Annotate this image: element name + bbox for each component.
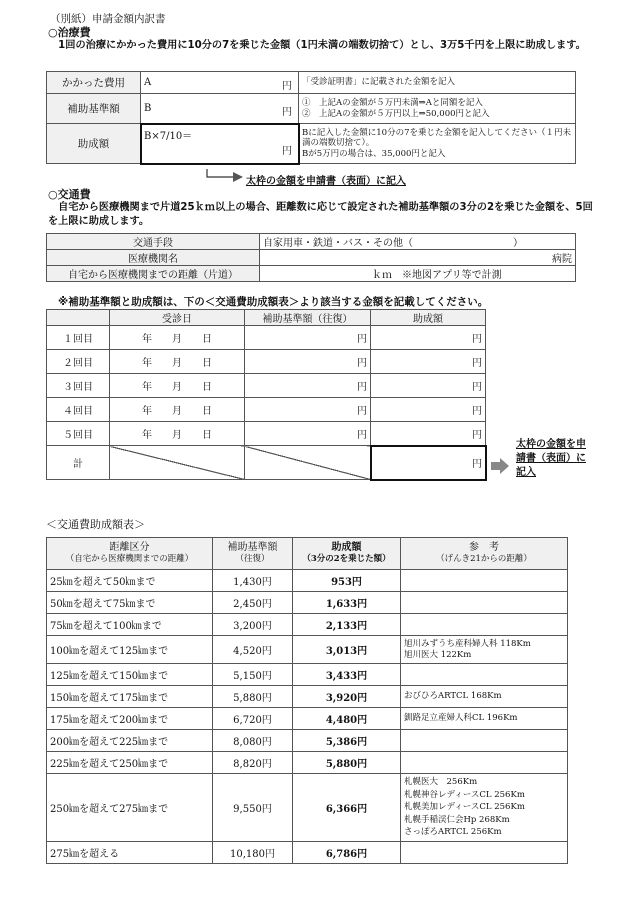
visit-grant-field[interactable]: 円 xyxy=(371,374,486,398)
rate-header-ref-main: 参 考 xyxy=(469,542,499,553)
rate-range: 275㎞を超える xyxy=(47,842,213,864)
grant-formula: B×7/10＝ xyxy=(144,131,193,142)
transport-description: 自宅から医療機関まで片道25ｋｍ以上の場合、距離数に応じて設定された補助基準額の3分の2を乗じた金額を、5回を上限に助成します。 xyxy=(48,202,593,227)
rate-range: 200㎞を超えて225㎞まで xyxy=(47,730,213,752)
rate-range: 175㎞を超えて200㎞まで xyxy=(47,708,213,730)
arrow-right-icon xyxy=(490,458,510,474)
transport-heading: ○交通費 xyxy=(48,188,91,201)
arrow-note-line: 記入 xyxy=(516,467,536,478)
visit-grant-field[interactable]: 円 xyxy=(371,350,486,374)
total-grant-field[interactable]: 円 xyxy=(371,446,486,480)
treatment-field-grant[interactable] xyxy=(141,124,299,164)
visit-date-field[interactable]: 年 月 日 xyxy=(110,326,245,350)
rate-header-ref-sub: （げんき21からの距離） xyxy=(436,554,532,564)
rate-ref-line: 旭川医大 122Km xyxy=(404,649,472,660)
rate-grant: 4,480円 xyxy=(293,708,401,730)
rate-grant: 5,880円 xyxy=(293,752,401,774)
arrow-note-line: 太枠の金額を申 xyxy=(516,439,586,450)
rate-header-range-main: 距離区分 xyxy=(109,542,150,553)
visits-table xyxy=(46,309,486,480)
rate-range: 50㎞を超えて75㎞まで xyxy=(47,592,213,614)
rate-range: 25㎞を超えて50㎞まで xyxy=(47,570,213,592)
rate-base: 6,720円 xyxy=(213,708,293,730)
treatment-heading: ○治療費 xyxy=(48,26,91,39)
treatment-field-base[interactable] xyxy=(141,94,299,124)
rate-grant: 6,366円 xyxy=(293,774,401,842)
visit-label: １回目 xyxy=(47,326,110,350)
visit-grant-field[interactable]: 円 xyxy=(371,326,486,350)
rate-ref-line: 札幌手稲渓仁会Hp 268Km xyxy=(404,814,510,825)
rate-header-base xyxy=(213,538,293,570)
rate-ref xyxy=(401,664,568,686)
grant-unit: 円 xyxy=(282,146,292,157)
visit-date-field[interactable]: 年 月 日 xyxy=(110,374,245,398)
rate-header-range-sub: （自宅から医療機関までの距離） xyxy=(65,554,194,564)
treatment-table xyxy=(46,71,576,164)
transport-means-label: 交通手段 xyxy=(47,234,260,250)
visit-grant-field[interactable]: 円 xyxy=(371,422,486,446)
distance-label: 自宅から医療機関までの距離（片道） xyxy=(47,266,260,282)
arrow-note-line: 請書（表面）に xyxy=(516,453,586,464)
visit-label: ２回目 xyxy=(47,350,110,374)
rate-ref xyxy=(401,708,568,730)
rate-header-base-main: 補助基準額 xyxy=(227,542,278,553)
visits-header-date: 受診日 xyxy=(110,310,245,326)
rate-ref xyxy=(401,752,568,774)
rate-ref-line: 札幌医大 256Km xyxy=(404,777,478,788)
transport-means-field[interactable]: 自家用車・鉄道・バス・その他（ ） xyxy=(260,234,576,250)
cost-symbol: A xyxy=(144,77,152,88)
rate-range: 150㎞を超えて175㎞まで xyxy=(47,686,213,708)
rate-grant: 3,013円 xyxy=(293,636,401,664)
visit-label: ３回目 xyxy=(47,374,110,398)
rate-grant: 1,633円 xyxy=(293,592,401,614)
rate-range: 75㎞を超えて100㎞まで xyxy=(47,614,213,636)
treatment-arrow-note: 太枠の金額を申請書（表面）に記入 xyxy=(246,176,406,187)
visit-date-field[interactable]: 年 月 日 xyxy=(110,398,245,422)
rate-header-grant-main: 助成額 xyxy=(331,542,362,553)
rate-base: 2,450円 xyxy=(213,592,293,614)
rate-range: 100㎞を超えて125㎞まで xyxy=(47,636,213,664)
total-label: 計 xyxy=(47,446,110,480)
base-symbol: B xyxy=(144,103,152,114)
treatment-label-cost: かかった費用 xyxy=(47,72,141,94)
treatment-note-grant xyxy=(299,124,576,164)
rate-table-caption: ＜交通費助成額表＞ xyxy=(46,518,145,531)
visit-date-field[interactable]: 年 月 日 xyxy=(110,350,245,374)
rate-base: 1,430円 xyxy=(213,570,293,592)
visits-header-grant: 助成額 xyxy=(371,310,486,326)
rate-header-range xyxy=(47,538,213,570)
rate-grant: 953円 xyxy=(293,570,401,592)
visits-header-base: 補助基準額（往復） xyxy=(245,310,371,326)
visit-base-field[interactable]: 円 xyxy=(245,374,371,398)
rate-ref xyxy=(401,730,568,752)
note-line: Bが5万円の場合は、35,000円と記入 xyxy=(302,148,446,159)
visit-base-field[interactable]: 円 xyxy=(245,398,371,422)
rate-grant: 2,133円 xyxy=(293,614,401,636)
rate-ref-line: 旭川みずうち産科婦人科 118Km xyxy=(404,638,531,649)
rate-grant: 3,433円 xyxy=(293,664,401,686)
transport-arrow-note xyxy=(516,438,586,480)
treatment-note-base xyxy=(299,94,576,124)
visit-base-field[interactable]: 円 xyxy=(245,326,371,350)
hospital-name-field[interactable]: 病院 xyxy=(260,250,576,266)
visit-grant-field[interactable]: 円 xyxy=(371,398,486,422)
transport-instruction: ※補助基準額と助成額は、下の＜交通費助成額表＞より該当する金額を記載してください。 xyxy=(58,296,489,308)
rate-ref-line: 札幌美加レディースCL 256Km xyxy=(404,802,525,813)
rate-base: 8,820円 xyxy=(213,752,293,774)
rate-grant: 6,786円 xyxy=(293,842,401,864)
rate-base: 3,200円 xyxy=(213,614,293,636)
rate-base: 9,550円 xyxy=(213,774,293,842)
rate-ref xyxy=(401,570,568,592)
rate-ref-line: おびひろARTCL 168Km xyxy=(404,691,502,701)
rate-ref-line: さっぽろARTCL 256Km xyxy=(404,827,502,838)
base-unit: 円 xyxy=(282,107,292,118)
arrow-icon xyxy=(205,168,245,184)
rate-ref xyxy=(401,592,568,614)
note-line: 「受診証明書」に記載された金額を記入 xyxy=(302,77,456,87)
visit-base-field[interactable]: 円 xyxy=(245,422,371,446)
rate-range: 225㎞を超えて250㎞まで xyxy=(47,752,213,774)
visit-label: ５回目 xyxy=(47,422,110,446)
rate-ref-line: 釧路足立産婦人科CL 196Km xyxy=(404,713,518,723)
rate-ref xyxy=(401,774,568,842)
total-base-crossed xyxy=(245,446,371,480)
rate-ref-line: 札幌神谷レディースCL 256Km xyxy=(404,789,525,800)
treatment-note-cost xyxy=(299,72,576,94)
rate-grant: 3,920円 xyxy=(293,686,401,708)
rate-grant: 5,386円 xyxy=(293,730,401,752)
note-line: ① 上記Aの金額が５万円未満⇒Aと同額を記入 xyxy=(302,97,483,108)
hospital-name-label: 医療機関名 xyxy=(47,250,260,266)
visit-label: ４回目 xyxy=(47,398,110,422)
note-line: ② 上記Aの金額が５万円以上⇒50,000円と記入 xyxy=(302,108,490,119)
rate-base: 5,150円 xyxy=(213,664,293,686)
treatment-label-grant: 助成額 xyxy=(47,124,141,164)
treatment-description: 1回の治療にかかった費用に10分の7を乗じた金額（1円未満の端数切捨て）とし、3万5千円を上限に助成します。 xyxy=(48,40,586,51)
treatment-label-base: 補助基準額 xyxy=(47,94,141,124)
rate-ref xyxy=(401,842,568,864)
page-title: （別紙）申請金額内訳書 xyxy=(50,13,166,25)
rate-range: 250㎞を超えて275㎞まで xyxy=(47,774,213,842)
visit-date-field[interactable]: 年 月 日 xyxy=(110,422,245,446)
cost-unit: 円 xyxy=(282,81,292,92)
visit-base-field[interactable]: 円 xyxy=(245,350,371,374)
distance-field[interactable]: ｋｍ ※地図アプリ等で計測 xyxy=(260,266,576,282)
rate-header-grant xyxy=(293,538,401,570)
rate-base: 4,520円 xyxy=(213,636,293,664)
rate-ref xyxy=(401,614,568,636)
transport-info-table xyxy=(46,233,576,282)
rate-header-base-sub: （往復） xyxy=(235,554,270,564)
rate-table xyxy=(46,537,568,864)
rate-header-ref xyxy=(401,538,568,570)
treatment-field-cost[interactable] xyxy=(141,72,299,94)
rate-base: 8,080円 xyxy=(213,730,293,752)
rate-header-grant-sub: （3分の2を乗じた額） xyxy=(302,554,391,564)
total-date-crossed xyxy=(110,446,245,480)
rate-range: 125㎞を超えて150㎞まで xyxy=(47,664,213,686)
rate-ref xyxy=(401,636,568,664)
rate-base: 10,180円 xyxy=(213,842,293,864)
note-line: Bに記入した金額に10分の7を乗じた金額を記入してください（１円未満の端数切捨て）。 xyxy=(302,127,571,149)
visits-header-empty xyxy=(47,310,110,326)
rate-base: 5,880円 xyxy=(213,686,293,708)
rate-ref xyxy=(401,686,568,708)
